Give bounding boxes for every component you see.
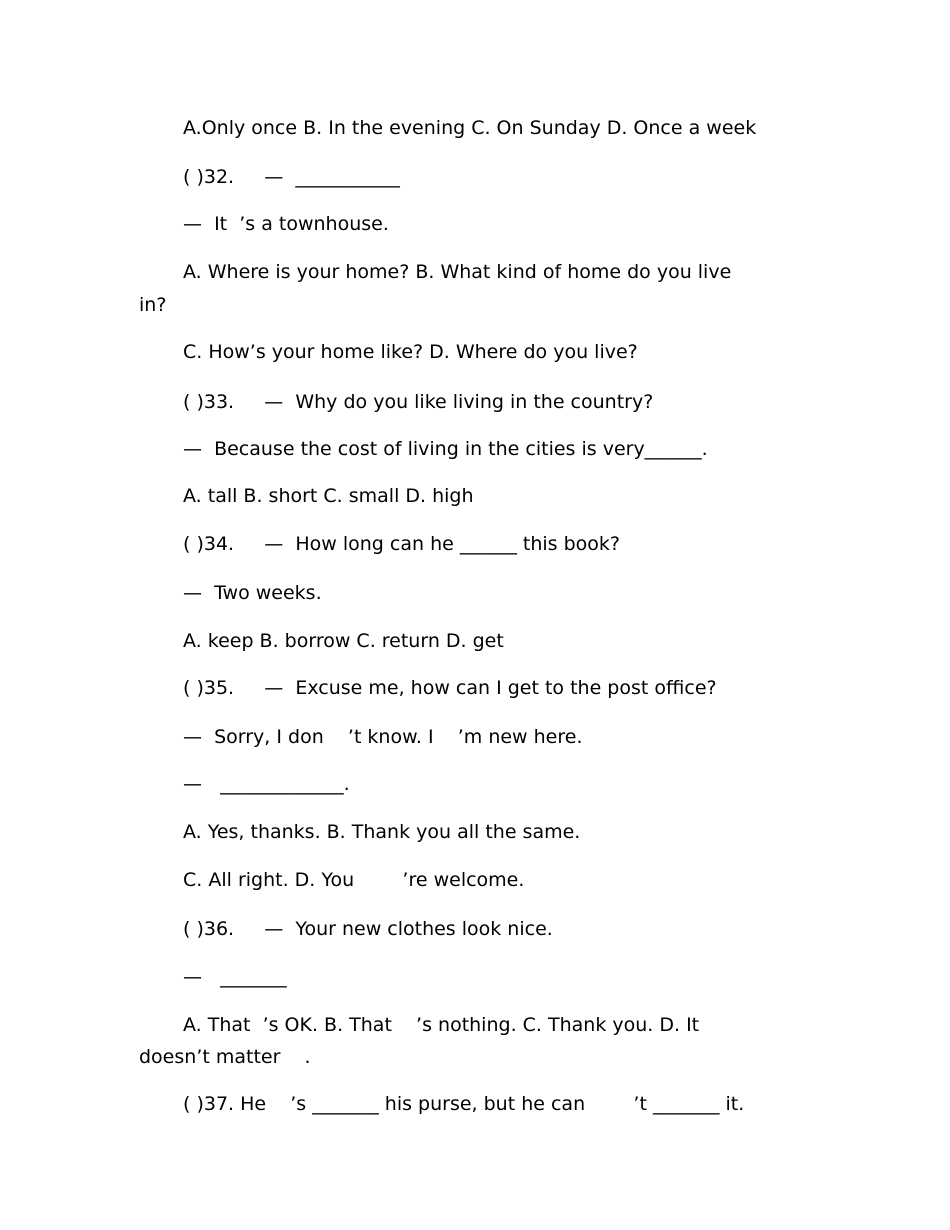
q36-answer: — _______ [183, 966, 287, 988]
q32-options-wrap: in? [139, 294, 167, 316]
q32-question: ( )32. — ___________ [183, 166, 400, 188]
q36-options-wrap: doesn’t matter . [139, 1046, 311, 1068]
q32-options-line2: C. How’s your home like? D. Where do you live? [183, 341, 638, 363]
q33-answer: — Because the cost of living in the cities is very______. [183, 438, 708, 460]
q36-question: ( )36. — Your new clothes look nice. [183, 918, 553, 940]
q36-options-line1: A. That ’s OK. B. That ’s nothing. C. Thank you. D. It [183, 1014, 700, 1036]
q35-reply: — Sorry, I don ’t know. I ’m new here. [183, 726, 583, 748]
q31-options: A.Only once B. In the evening C. On Sunday D. Once a week [183, 117, 757, 139]
q34-options: A. keep B. borrow C. return D. get [183, 630, 504, 652]
q33-options: A. tall B. short C. small D. high [183, 485, 474, 507]
q37-question: ( )37. He ’s _______ his purse, but he can ’t _______ it. [183, 1093, 745, 1115]
q32-answer: — It ’s a townhouse. [183, 213, 389, 235]
q35-options-line1: A. Yes, thanks. B. Thank you all the same. [183, 821, 581, 843]
q35-options-line2: C. All right. D. You ’re welcome. [183, 869, 525, 891]
q35-answer: — _____________. [183, 773, 350, 795]
q34-answer: — Two weeks. [183, 582, 322, 604]
q33-question: ( )33. — Why do you like living in the country? [183, 391, 654, 413]
q34-question: ( )34. — How long can he ______ this book? [183, 533, 620, 555]
q35-question: ( )35. — Excuse me, how can I get to the post office? [183, 677, 717, 699]
q32-options-line1: A. Where is your home? B. What kind of home do you live [183, 261, 732, 283]
